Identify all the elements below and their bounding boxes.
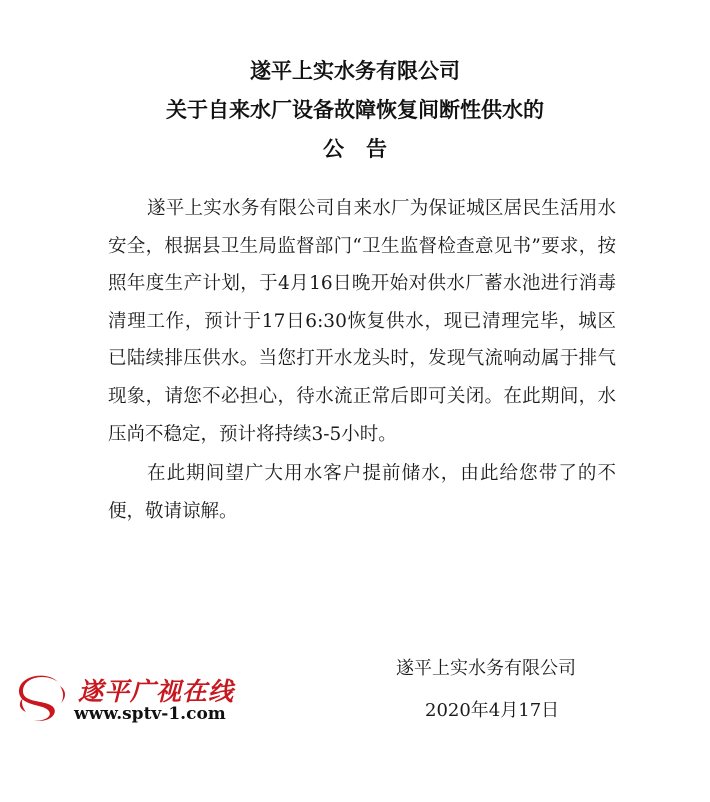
sptv-swirl-logo-icon	[14, 670, 72, 728]
watermark-url: www.sptv-1.com	[74, 704, 226, 724]
notice-paragraph-apology: 在此期间望广大用水客户提前储水，由此给您带了的不便，敬请谅解。	[108, 463, 616, 522]
signature-date: 2020年4月17日	[425, 700, 560, 721]
notice-title-company: 遂平上实水务有限公司	[250, 59, 460, 83]
notice-title-announcement: 公告	[323, 137, 409, 161]
watermark-logo	[14, 670, 264, 730]
watermark-name: 遂平广视在线	[78, 677, 235, 706]
signature-company: 遂平上实水务有限公司	[396, 658, 576, 679]
notice-paragraph-main: 遂平上实水务有限公司自来水厂为保证城区居民生活用水安全，根据县卫生局监督部门“卫生监督检查意见书”要求，按照年度生产计划，于4月16日晚开始对供水厂蓄水池进行消毒清理工作，预计于17日6:30恢复供水，现已清理完毕，城区已陆续排压供水。当您打开水龙头时，发现气流响动属于排气现象，请您不必担心，待水流正常后即可关闭。在此期间，水压尚不稳定，预计将持续3-5小时。	[108, 198, 616, 445]
notice-title-subject: 关于自来水厂设备故障恢复间断性供水的	[166, 98, 544, 122]
